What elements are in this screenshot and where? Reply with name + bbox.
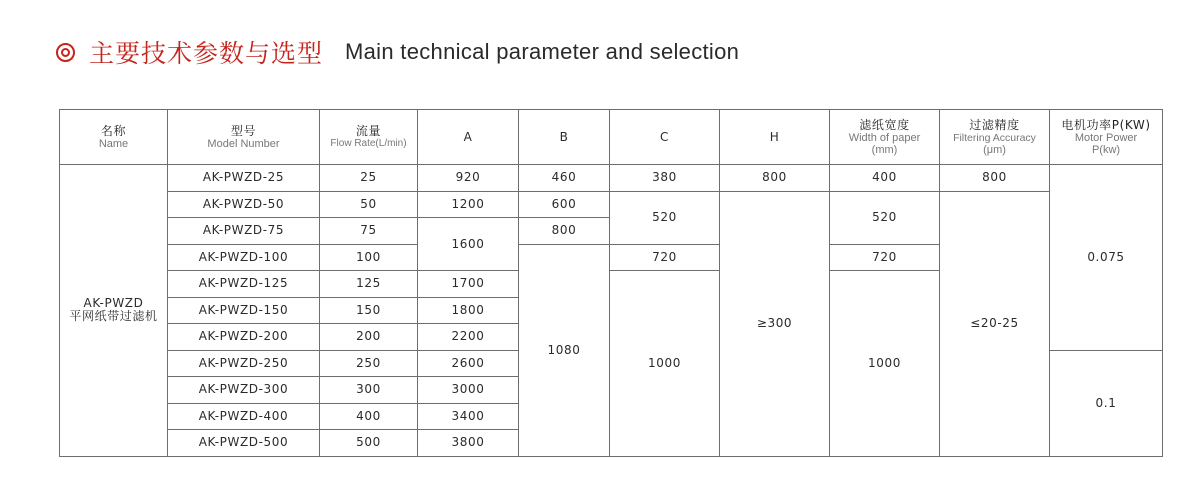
c-cell: 1000 (610, 271, 720, 457)
a-cell: 1800 (418, 297, 519, 324)
a-cell: 3000 (418, 377, 519, 404)
series-name-cell: AK-PWZD 平网纸带过滤机 (60, 165, 168, 457)
a-cell: 3800 (418, 430, 519, 457)
header-a: A (418, 110, 519, 165)
flow-cell: 500 (320, 430, 418, 457)
h-cell: ≥300 (720, 191, 830, 456)
paper-cell: 400 (830, 165, 940, 192)
a-cell: 2200 (418, 324, 519, 351)
table-row (60, 165, 1163, 192)
title-english: Main technical parameter and selection (345, 39, 740, 64)
header-model: 型号 Model Number (168, 110, 320, 165)
flow-cell: 150 (320, 297, 418, 324)
header-b: B (519, 110, 610, 165)
title-chinese: 主要技术参数与选型 (89, 39, 324, 68)
double-circle-icon (56, 43, 75, 62)
header-c: C (610, 110, 720, 165)
model-cell: AK-PWZD-300 (168, 377, 320, 404)
model-cell: AK-PWZD-25 (168, 165, 320, 192)
model-cell: AK-PWZD-200 (168, 324, 320, 351)
b-cell: 800 (519, 218, 610, 245)
header-h: H (720, 110, 830, 165)
flow-cell: 125 (320, 271, 418, 298)
a-cell: 2600 (418, 350, 519, 377)
section-title (56, 32, 739, 72)
b-cell: 600 (519, 191, 610, 218)
a-cell: 3400 (418, 403, 519, 430)
paper-cell: 720 (830, 244, 940, 271)
b-cell: 1080 (519, 244, 610, 456)
model-cell: AK-PWZD-150 (168, 297, 320, 324)
flow-cell: 200 (320, 324, 418, 351)
flow-cell: 50 (320, 191, 418, 218)
header-name: 名称 Name (60, 110, 168, 165)
spec-table (59, 109, 1163, 457)
paper-cell: 1000 (830, 271, 940, 457)
header-power: 电机功率P(KW) Motor Power P(kw) (1050, 110, 1163, 165)
model-cell: AK-PWZD-100 (168, 244, 320, 271)
a-cell: 1200 (418, 191, 519, 218)
header-accuracy: 过滤精度 Filtering Accuracy (μm) (940, 110, 1050, 165)
accuracy-cell: 800 (940, 165, 1050, 192)
a-cell: 920 (418, 165, 519, 192)
model-cell: AK-PWZD-75 (168, 218, 320, 245)
h-cell: 800 (720, 165, 830, 192)
paper-cell: 520 (830, 191, 940, 244)
flow-cell: 75 (320, 218, 418, 245)
header-flow: 流量 Flow Rate(L/min) (320, 110, 418, 165)
model-cell: AK-PWZD-250 (168, 350, 320, 377)
c-cell: 720 (610, 244, 720, 271)
flow-cell: 300 (320, 377, 418, 404)
power-cell: 0.1 (1050, 350, 1163, 456)
b-cell: 460 (519, 165, 610, 192)
table-row (60, 191, 1163, 218)
c-cell: 380 (610, 165, 720, 192)
a-cell: 1600 (418, 218, 519, 271)
model-cell: AK-PWZD-500 (168, 430, 320, 457)
header-paper-width: 滤纸宽度 Width of paper (mm) (830, 110, 940, 165)
header-row (60, 110, 1163, 165)
flow-cell: 400 (320, 403, 418, 430)
flow-cell: 25 (320, 165, 418, 192)
c-cell: 520 (610, 191, 720, 244)
flow-cell: 100 (320, 244, 418, 271)
power-cell: 0.075 (1050, 165, 1163, 351)
model-cell: AK-PWZD-125 (168, 271, 320, 298)
model-cell: AK-PWZD-400 (168, 403, 320, 430)
model-cell: AK-PWZD-50 (168, 191, 320, 218)
a-cell: 1700 (418, 271, 519, 298)
flow-cell: 250 (320, 350, 418, 377)
accuracy-cell: ≤20-25 (940, 191, 1050, 456)
